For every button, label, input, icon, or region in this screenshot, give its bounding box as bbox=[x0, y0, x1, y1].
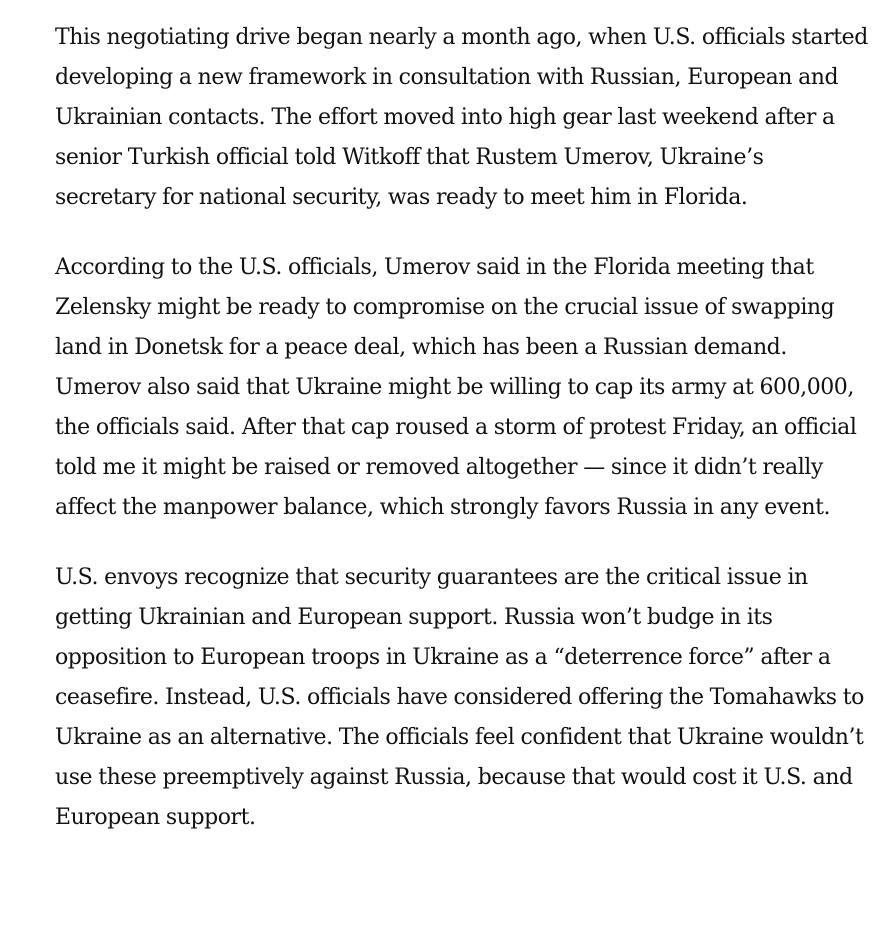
article-body bbox=[55, 18, 870, 838]
article-paragraph-1: This negotiating drive began nearly a month ago, when U.S. officials started developing a new framework in consultation with Russian, European and Ukrainian contacts. The effort moved into high gear last weekend after a senior Turkish official told Witkoff that Rustem Umerov, Ukraine’s secretary for national security, was ready to meet him in Florida. bbox=[55, 25, 868, 210]
article-paragraph-2: According to the U.S. officials, Umerov said in the Florida meeting that Zelensky might be ready to compromise on the crucial issue of swapping land in Donetsk for a peace deal, which has been a Russian demand. Umerov also said that Ukraine might be willing to cap its army at 600,000, the officials said. After that cap roused a storm of protest Friday, an official told me it might be raised or removed altogether — since it didn’t really affect the manpower balance, which strongly favors Russia in any event. bbox=[55, 255, 857, 520]
article-paragraph-3: U.S. envoys recognize that security guarantees are the critical issue in getting Ukrainian and European support. Russia won’t budge in its opposition to European troops in Ukraine as a “deterrence force” after a ceasefire. Instead, U.S. officials have considered offering the Tomahawks to Ukraine as an alternative. The officials feel confident that Ukraine wouldn’t use these preemptively against Russia, because that would cost it U.S. and European support. bbox=[55, 565, 864, 830]
